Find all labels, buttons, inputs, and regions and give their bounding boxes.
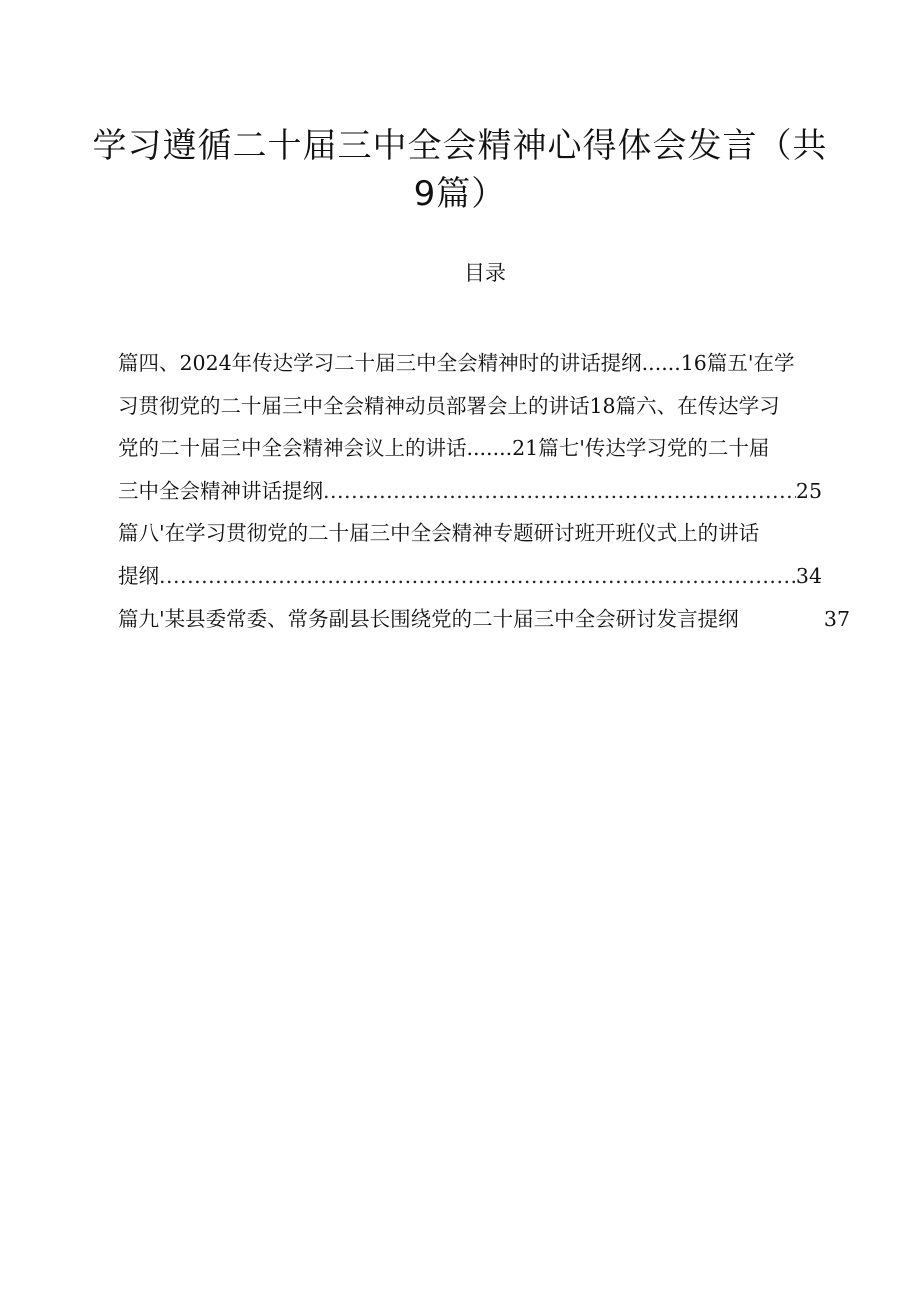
toc-entry-chapter-7[interactable] [118, 470, 822, 513]
toc-entry-label: 三中全会精神讲话提纲 [118, 478, 323, 503]
toc-line[interactable]: 习贯彻党的二十届三中全会精神动员部署会上的讲话18篇六、在传达学习 [118, 393, 780, 418]
toc-entry-chapter-8[interactable] [118, 555, 822, 598]
table-of-contents [118, 342, 858, 640]
toc-line[interactable]: 党的二十届三中全会精神会议上的讲话.......21篇七'传达学习党的二十届 [118, 436, 770, 461]
toc-entry-label: 提纲 [118, 563, 159, 588]
toc-leader-dots [323, 470, 796, 513]
toc-entry-chapter-9[interactable] [118, 598, 850, 641]
toc-page-number: 34 [795, 563, 822, 588]
toc-heading: 目录 [464, 261, 506, 285]
toc-entry-label: 篇九'某县委常委、常务副县长围绕党的二十届三中全会研讨发言提纲 [118, 606, 739, 631]
toc-line[interactable]: 篇四、2024年传达学习二十届三中全会精神时的讲话提纲......16篇五'在学 [118, 351, 795, 375]
toc-page-number: 37 [823, 606, 850, 631]
document-title-line-2: 9篇） [413, 174, 507, 214]
toc-leader-dots [159, 555, 796, 598]
toc-page-number: 25 [795, 478, 822, 503]
toc-line[interactable]: 篇八'在学习贯彻党的二十届三中全会精神专题研讨班开班仪式上的讲话 [118, 521, 760, 546]
document-title-line-1: 学习遵循二十届三中全会精神心得体会发言（共 [92, 126, 828, 166]
document-title [0, 122, 920, 218]
